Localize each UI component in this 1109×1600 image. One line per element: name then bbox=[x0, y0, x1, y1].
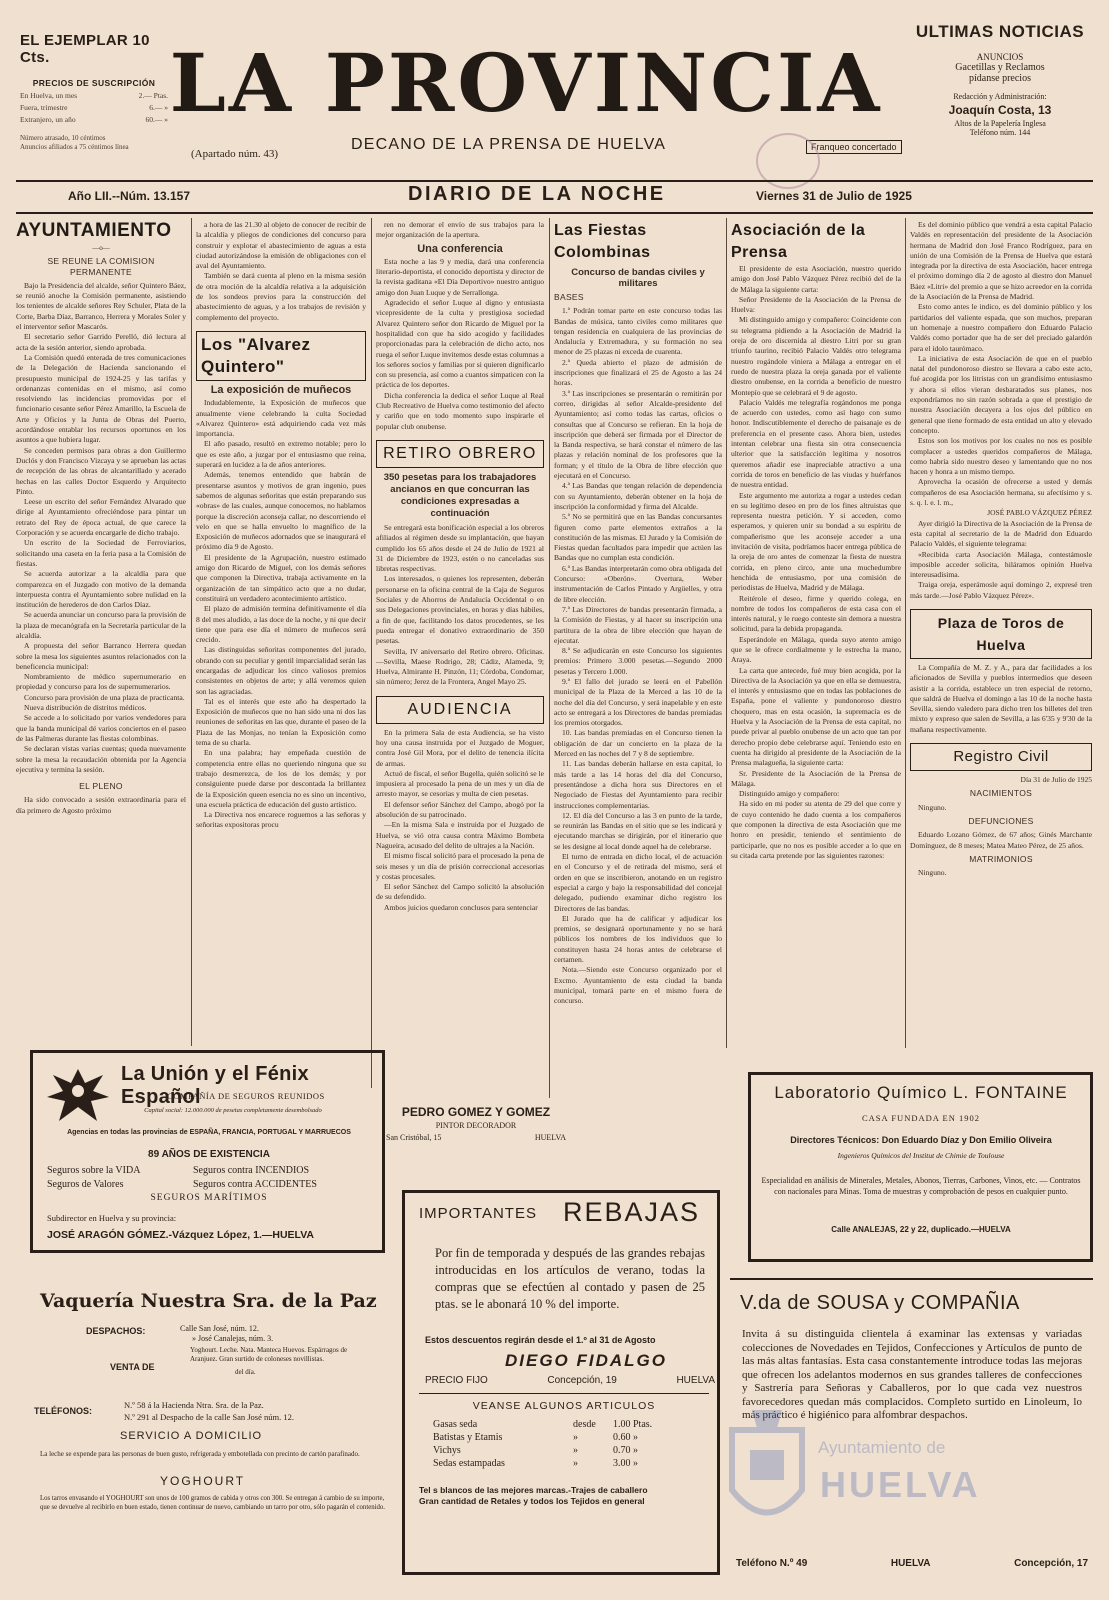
ad-body: Invita á su distinguida clientela á examinar las extensas y variadas colecciones de Novedades en Tejidos, Confecciones y Artículos de punto de las más altas fantasías. Esta casa constantemente introduce todas las mejoras que ofrecen los adelantos modernos en sus grandes talleres de confecciones y Sastrería para Señoras y Caballeros, por lo que cada vez nuestros favorecedores quedan más complacidos. Completo surtido en Linoleum, lo más práctico é higiénico para alfombrar despachos. bbox=[742, 1328, 1082, 1421]
ad-line: COMPAÑÍA DE SEGUROS REUNIDOS bbox=[167, 1091, 325, 1101]
paragraph: Se accede a lo solicitado por varios vendedores para que la banda municipal dé varios conciertos en el paseo de las Palmeras durante las fiestas colombinas. bbox=[16, 713, 186, 743]
paragraph: La Compañía de M. Z. y A., para dar facilidades a los aficionados de Sevilla y pueblos intermedios que deseen asistir a la corrida, establece un tren especial de retorno, que saldrá de Huelva el domingo a las 10 de la noche hasta Sevilla, siendo valedero para dicho tren los billetes del tren mixto y expreso que salen de Sevilla, a las 6'35 y 9'30 de la mañana respectivamente. bbox=[910, 662, 1092, 734]
paragraph: 8.ª Se adjudicarán en este Concurso los siguientes premios: Primero 3.000 pesetas.—Segundo 2000 pesetas y Tercero 1.000. bbox=[554, 646, 722, 676]
ad-footer bbox=[419, 1485, 709, 1507]
issue-number: Año LII.--Núm. 13.157 bbox=[68, 189, 191, 203]
column-alvarez-quintero bbox=[196, 220, 366, 1048]
paragraph: Los interesados, o quienes los representen, deberán personarse en la oficina central de la Caja de Seguros Sociales y de Ahorros de Andalucía Occidental o en sus Delegaciones provinciales, en horas y días hábiles, a fin de que, facilitando los datos procedentes, se les pueda entregar el donativo extraordinario de 350 pesetas. bbox=[376, 574, 544, 646]
ad-line: JOSÉ ARAGÓN GÓMEZ.-Vázquez López, 1.—HUELVA bbox=[47, 1229, 314, 1241]
paragraph: También se dará cuenta al pleno en la misma sesión de otra moción de la alcaldía relativa a la adquisición de los sondeos previos para la construcción del abastecimiento de aguas, y a los trabajos de revisión y complemento del proyecto. bbox=[196, 271, 366, 322]
anuncios-label: ANUNCIOS bbox=[976, 52, 1024, 62]
coat-of-arms-icon bbox=[722, 1410, 812, 1540]
paragraph: 11. Las bandas deberán hallarse en esta capital, lo más tarde a las 14 horas del día del Concurso, presentándose a dicha hora sus Directores en el Negociado de Fiestas del Ayuntamiento para recibir instrucciones complementarias. bbox=[554, 759, 722, 810]
paragraph: Esto como antes le indico, es del dominio público y los partidarios del valiente espada, que son muchos, preparan un homenaje a nuestro compañero don Eduardo Palacio Valdés como portador que ha de ser del preciado galardón para el ídolo taurómaco. bbox=[910, 302, 1092, 353]
subs-label: En Huelva, un mes bbox=[20, 91, 78, 100]
paragraph: Además, tenemos entendido que habrán de presentarse asuntos y motivos de gran ingenio, pues sabemos de algunas señoritas que están preparando sus «obras» de las cuales, aunque conocemos, no hablamos porque la discreción aconseja callar, no descorriendo el velo en que se halla envuelto lo magnífico de la Exposición de muñecos adornados que se inaugurará el próximo día 9 de Agosto. bbox=[196, 470, 366, 552]
paragraph: a hora de las 21.30 al objeto de conocer de recibir de la alcaldía y pliegos de condiciones del concurso para construir y explotar el abastecimiento de aguas a esta ciudad autorizándose la emisión de obligaciones con el aval del Ayuntamiento. bbox=[196, 220, 366, 271]
paragraph: La Comisión quedó enterada de tres comunicaciones de la Delegación de Hacienda sancionando el presupuesto municipal de 1924-25 y las tarifas y ordenanzas contenidas en el mismo, así como resolviendo las incidencias promovidas por el funcionario cesante señor Pérez Amarillo, la Escuela de Arte y Oficios y la Junta de Obras del Puerto, acordándose entablar los recursos oportunos en los asuntos a que hubiera lugar. bbox=[16, 352, 186, 445]
paragraph: ren no demorar el envío de sus trabajos para la mejor organización de la apertura. bbox=[376, 220, 544, 240]
ad-label: YOGHOURT bbox=[160, 1474, 246, 1488]
paragraph: 9.ª El fallo del jurado se leerá en el Pabellón municipal de la Plaza de la Merced a las 10 de la noche del día del Concurso, y será inapelable y en este acto se entregará a los Directores de bandas premiadas los premios otorgados. bbox=[554, 676, 722, 728]
ad-line: SEGUROS MARÍTIMOS bbox=[150, 1193, 268, 1203]
ad-body: Por fin de temporada y después de las grandes rebajas introducidas en los artículos de verano, todas la compras que se efectúen al contado y pasen de 25 ptas. se le abonará 10 % del importe. bbox=[435, 1246, 705, 1311]
ads-rate-note: Anuncios afiliados a 75 céntimos línea bbox=[20, 143, 129, 151]
subscription-title: PRECIOS DE SUSCRIPCIÓN bbox=[32, 78, 156, 88]
paragraph: La iniciativa de esta Asociación de que en el pueblo natal del pundonoroso diestro se llevara a cabo este acto, fué acogida por los litristas con un grandísimo entusiasmo y ahora si ellos vieran desbaratados sus planes, nos expondríamos no sin razón sobrada a que el prestigio de nuestra Asociación decayera a los ojos del público en general que tiene formado de esta entidad un alto y elevado concepto. bbox=[910, 353, 1092, 435]
paragraph: Aprovecha la ocasión de ofrecerse a usted y demás compañeros de esa Asociación hermana, su afectísimo y s. s. q. l. e. l. m., bbox=[910, 477, 1092, 508]
article-subheadline: 350 pesetas para los trabajadores ancianos en que concurran las condiciones expresadas a continuación bbox=[383, 471, 537, 519]
subs-label: Extranjero, un año bbox=[20, 115, 76, 124]
article-headline: RETIRO OBRERO bbox=[383, 444, 537, 462]
paragraph: Traiga oreja, esperámosle aquí domingo 2, expresé tren más tarde.—José Pablo Vázquez Pérez». bbox=[910, 580, 1092, 600]
ad-title: Vaquería Nuestra Sra. de la Paz bbox=[40, 1290, 377, 1312]
column-divider bbox=[191, 218, 192, 1046]
masthead-rule bbox=[16, 180, 1093, 182]
article-subheadline: La exposición de muñecos bbox=[210, 383, 352, 396]
ad-line: Especialidad en análisis de Minerales, Metales, Abonos, Tierras, Carbones, Vinos, etc. — Contratos con nacionales para Minas. Toma de muestras y comprobación de pesos en cualquier punto. bbox=[761, 1176, 1081, 1196]
paragraph: Sr. Presidente de la Asociación de la Prensa de Málaga. bbox=[731, 768, 901, 788]
headline-box bbox=[196, 331, 366, 381]
item-price: 3.00 » bbox=[613, 1458, 638, 1469]
ad-address: San Cristóbal, 15 bbox=[386, 1133, 442, 1142]
list-item bbox=[433, 1457, 703, 1470]
paragraph: Bajo la Presidencia del alcalde, señor Quintero Báez, se reunió anoche la Comisión permanente, asistiendo los tenientes de alcalde señores Rey Schuler, Plata de la Corte, Barba Díaz, Barranco, Herrera y Morales Soler y el interventor señor Mascarós. bbox=[16, 280, 186, 332]
paragraph: Actuó de fiscal, el señor Bugella, quién solicitó se le impusiera al procesado la pena de un mes y un día de arresto mayor, se cesorias y multa de cien pesetas. bbox=[376, 768, 544, 799]
section-label: EL PLENO bbox=[79, 781, 123, 792]
column-divider bbox=[371, 218, 372, 1088]
paragraph: El Jurado que ha de calificar y adjudicar los premios, se designará oportunamente y no se hará públicos los nombres de los individuos que lo constituyen hasta 24 horas antes de celebrarse el certamen. bbox=[554, 913, 722, 964]
section-label: DEFUNCIONES bbox=[968, 815, 1034, 826]
ad-city: HUELVA bbox=[534, 1133, 566, 1142]
paragraph: Esta noche a las 9 y media, dará una conferencia literario-deportista, el conocido deportista y director de la revista gaditana «El Día Deportivo» nuestro antiguo amigo don Juan Luque y de Serrallonga. bbox=[376, 256, 544, 297]
article-subheadline: Una conferencia bbox=[417, 242, 503, 255]
dateline-rule bbox=[16, 212, 1093, 214]
article-headline: Registro Civil bbox=[953, 748, 1049, 766]
paragraph: En la primera Sala de esta Audiencia, se ha visto hoy una causa instruida por el Juzgado de Moguer, contra José Gil Mora, por el delito de tenencia ilícita de armas. bbox=[376, 727, 544, 768]
item-name: Batistas y Etamis bbox=[433, 1432, 503, 1443]
ad-title: REBAJAS bbox=[563, 1197, 701, 1227]
paragraph: Reitérole el deseo, firme y querido colega, en nombre de todos los compañeros de esta casa con el interés natural, y le ruego conteste sin demora a nuestra solicitud, para la debida propaganda. bbox=[731, 593, 901, 634]
ad-brand: DIEGO FIDALGO bbox=[505, 1351, 667, 1370]
ad-line: Calle San José, núm. 12. bbox=[180, 1324, 259, 1333]
apartado-label: (Apartado núm. 43) bbox=[191, 148, 279, 160]
column-retiro-audiencia bbox=[376, 220, 544, 1090]
paragraph: 2.ª Queda abierto el plazo de admisión de inscripciones que finalizará el 25 de Agosto a las 24 horas. bbox=[554, 357, 722, 388]
ad-line: Concepción, 19 bbox=[547, 1375, 617, 1386]
column-divider bbox=[549, 218, 550, 1098]
paragraph: Concurso para provisión de una plaza de practicanta. bbox=[24, 692, 185, 702]
ad-job: PINTOR DECORADOR bbox=[435, 1121, 517, 1130]
list-item bbox=[433, 1444, 703, 1457]
item-price: 1.00 Ptas. bbox=[613, 1419, 653, 1430]
paragraph: 1.ª Podrán tomar parte en este concurso todas las Bandas de música, tanto civiles como militares que tengan residencia en cualquiera de las provincias de Andalucía y Extremadura, y su formación no sea menor de 25 plazas ni exceda de cuarenta. bbox=[554, 306, 722, 357]
telephone-label: Teléfono núm. 144 bbox=[969, 128, 1031, 137]
item-name: Gasas seda bbox=[433, 1419, 478, 1430]
paragraph: Se conceden permisos para obras a don Guillermo Duclós y don Francisco Vizcaya y se aprueban las actas de recepción de las obras de alcantarillado y acerado hechas en las calles Doctor Esquerdo y Arquitecto Pinto. bbox=[16, 445, 186, 496]
ad-line: La leche se expende para las personas de buen gusto, refrigerada y embotellada con precinto de cartón parafinado. bbox=[40, 1450, 360, 1458]
watermark-text: HUELVA bbox=[820, 1464, 981, 1505]
ad-line: Seguros contra ACCIDENTES bbox=[193, 1179, 317, 1190]
masthead-right-box bbox=[910, 22, 1090, 137]
paragraph: El defensor señor Sánchez del Campo, abogó por la absolución de su patrocinado. bbox=[376, 799, 544, 820]
paragraph: 4.ª Las Bandas que tengan relación de dependencia con su Ayuntamiento, deberán obtener en la hoja de inscripción la conformidad y firma del Alcalde. bbox=[554, 481, 722, 511]
ad-price-row bbox=[425, 1375, 715, 1386]
column-divider bbox=[905, 218, 906, 1048]
ad-line: del día. bbox=[235, 1368, 256, 1376]
newspaper-subtitle: DECANO DE LA PRENSA DE HUELVA bbox=[351, 136, 667, 153]
list-item bbox=[433, 1418, 703, 1431]
paragraph: La carta que antecede, fué muy bien acogida, por la Directiva de la Asociación ya que en ella se demuestra, el interés y entusiasmo que en todas las poblaciones de España, pone el valiente y pundonoroso diestro choquero, mas en esta ocasión, la supremacía es de Huelva y la Asociación de la Prensa de esta capital, no puede privar al pueblo onubense de un acto que tan por derecho propio debe celebrarse aquí. Teniendo esto en cuenta ha dirigido al presidente de la Asociación de la Prensa malagueña, la siguiente carta: bbox=[731, 665, 901, 768]
subscription-row bbox=[20, 115, 168, 124]
ad-label: TELÉFONOS: bbox=[34, 1406, 92, 1416]
ad-line: HUELVA bbox=[890, 1558, 931, 1569]
ultimas-noticias-label: ULTIMAS NOTICIAS bbox=[915, 22, 1085, 41]
ad-line: Seguros contra INCENDIOS bbox=[193, 1165, 310, 1176]
ad-line: HUELVA bbox=[676, 1375, 715, 1386]
paragraph: El mismo fiscal solicitó para el procesado la pena de seis meses y un día de prisión correccional accesorias y costas procesales. bbox=[376, 851, 544, 881]
masthead-left-box bbox=[20, 32, 168, 151]
paragraph: El secretario señor Garrido Perelló, dió lectura al acta de la sesión anterior, siendo aprobada. bbox=[16, 332, 186, 352]
article-headline: Plaza de Toros de Huelva bbox=[937, 614, 1065, 653]
ad-address-row bbox=[386, 1133, 566, 1142]
paragraph: Se entregará esta bonificación especial a los obreros afiliados al régimen desde su implantación, que hayan cumplido los 65 años desde el 24 de Julio de 1921 al 31 de Diciembre de 1923, estén o no canceladas sus libretas respectivas. bbox=[376, 522, 544, 574]
watermark-text: Ayuntamiento de bbox=[818, 1438, 946, 1457]
ad-line: Seguros sobre la VIDA bbox=[47, 1165, 141, 1176]
paragraph: Las distinguidas señoritas componentes del jurado, obrando con su peculiar y gentil imparcialidad serán las encargadas de adjudicar los cinco valiosos premios consistentes en objetos de arte; y allá veremos quien son las agraciadas. bbox=[196, 645, 366, 696]
ad-line: PRECIO FIJO bbox=[425, 1375, 488, 1386]
franqueo-label: Franqueo concertado bbox=[806, 140, 902, 154]
article-headline: Los "Alvarez Quintero" bbox=[201, 334, 311, 376]
paragraph: Este argumento me autoriza a rogar a ustedes cedan en su legítimo deseo en pro de los fines altruistas que representa nuestra petición. Y si acceden, como esperamos, y quieren unir su bondad a su espíritu de compañerismo que les aconseje acceder a una invitación de visita, podríamos hacer entrega pública de la oreja de oro antes de comenzar la fiesta de nuestra corrida, en pleno circo, ante una muchedumbre henchida de entusiasmo, por una comisión de periodistas de Huelva, Madrid y de Málaga. bbox=[731, 490, 901, 593]
paragraph: Se acuerda autorizar a la alcaldía para que comparezca en el Juzgado con motivo de la demanda interpuesta contra el Ayuntamiento sobre nulidad en la institución de herederos de don Carlos Díaz. bbox=[16, 569, 186, 610]
article-headline: Las Fiestas Colombinas bbox=[554, 222, 651, 261]
paragraph: Distinguido amigo y compañero: bbox=[739, 789, 840, 799]
paragraph: Nombramiento de médico supernumerario en propiedad y concurso para los de supernumerarios. bbox=[16, 672, 186, 692]
ad-line: Subdirector en Huelva y su provincia: bbox=[47, 1213, 177, 1223]
ad-union-fenix bbox=[30, 1050, 385, 1253]
paragraph: Es del dominio público que vendrá a esta capital Palacio Valdés en representación del presidente de la Asociación hermana de Madrid don José Franco Rodríguez, para en unión de una Comisión de la Prensa de Huelva que estará integrada por la directiva de esta Asociación, hacer entrega el próximo domingo día 2 de agosto al diestro don Manuel Báez «Litri» del premio a que se hizo acreedor en la corrida de la Asociación de la Prensa de Madrid. bbox=[910, 220, 1092, 302]
pidanse-label: pídanse precios bbox=[969, 73, 1031, 84]
paragraph: 12. El día del Concurso a las 3 en punto de la tarde, se reunirán las Bandas en el sitio que se les indicará y ejecutando marchas se dirigirán, por el itinerario que se les designe al local donde aquel ha de celebrarse. bbox=[554, 810, 722, 851]
paragraph: 10. Las bandas premiadas en el Concurso tienen la obligación de dar un concierto en la plaza de la Merced en las noches del 7 y 8 de septiembre. bbox=[554, 728, 722, 759]
subs-price: 2.— Ptas. bbox=[138, 91, 168, 100]
column-fiestas-colombinas bbox=[554, 220, 722, 1100]
ad-title: V.da de SOUSA y COMPAÑIA bbox=[740, 1292, 1020, 1314]
address-label: Joaquín Costa, 13 bbox=[948, 103, 1052, 117]
headline-box bbox=[910, 743, 1092, 771]
paragraph: Esperándole en Málaga, queda suyo atento amigo que se le ofrece cordialmente y le estrecha la mano, Araya. bbox=[731, 634, 901, 665]
ad-line: Los tarros envasando el YOGHOURT son unos de 100 gramos de cabida y otros con 300. Se entregan á cambio de su importe, que se devuelve al recibirlo en buen estado, tienen continuar de nuevo, cambiando un tarro por otro, sólo pagarán el contenido. bbox=[40, 1495, 386, 1511]
paragraph: Leese un escrito del señor Fernández Alvarado que dirige al Ayuntamiento ofreciéndose para pintar un retrato del Rey de época actual, de que carece la Corporación y se acuerda encargarle de dicho trabajo. bbox=[16, 497, 186, 538]
dateline bbox=[16, 183, 1093, 211]
price-label: EL EJEMPLAR 10 Cts. bbox=[20, 32, 150, 66]
item-name: Sedas estampadas bbox=[433, 1458, 505, 1469]
paragraph: Se declaran vistas varias cuentas; queda nuevamente sobre la mesa la recaudación obtenida por la Agencia ejecutiva y termina la sesión. bbox=[16, 744, 186, 774]
paragraph: El señor Sánchez del Campo solicitó la absolución de su defendido. bbox=[376, 882, 544, 902]
article-subheadline: SE REUNE LA COMISION PERMANENTE bbox=[47, 256, 155, 277]
newspaper-title: LA PROVINCIA bbox=[169, 36, 883, 130]
address-detail: Altos de la Papelería Inglesa bbox=[954, 119, 1046, 128]
paragraph: 7.ª Las Directores de bandas presentarán firmada, a la Comisión de Fiestas, y al hacer su inscripción una partitura de la obra de libre elección que hayan de ejecutar. bbox=[554, 604, 722, 645]
ad-title: Laboratorio Químico L. FONTAINE bbox=[774, 1083, 1068, 1102]
paragraph: La Directiva nos encarece roguemos a las señoras y señoritas expositoras procu bbox=[196, 810, 366, 830]
item-price: 0.70 » bbox=[613, 1445, 638, 1456]
paragraph: Ayer dirigió la Directiva de la Asociación de la Prensa de esta capital al secretario de la de Madrid don Eduardo Palacio Valdés, el siguiente telegrama: bbox=[910, 518, 1092, 549]
paragraph: Indudablemente, la Exposición de muñecos que anualmente viene celebrando la culta Sociedad «Alvarez Quintero» está adquiriendo cada vez más importancia. bbox=[196, 398, 366, 439]
column-divider bbox=[726, 218, 727, 1048]
ad-label: DESPACHOS: bbox=[86, 1326, 146, 1336]
headline-box bbox=[376, 440, 544, 468]
column-registro bbox=[910, 220, 1092, 1050]
ad-line: Directores Técnicos: Don Eduardo Díaz y Don Emilio Oliveira bbox=[790, 1135, 1052, 1145]
paragraph: Ninguno. bbox=[918, 868, 947, 878]
article-headline: AUDIENCIA bbox=[407, 700, 513, 718]
paragraph: Nota.—Siendo este Concurso organizado por el Excmo. Ayuntamiento de esta ciudad la banda municipal, tomará parte en el mismo fuera de concurso. bbox=[554, 965, 722, 1006]
subscription-row bbox=[20, 103, 168, 112]
section-label: MATRIMONIOS bbox=[969, 853, 1033, 864]
column-asociacion-prensa bbox=[731, 220, 901, 1050]
gacetillas-label: Gacetillas y Reclamos bbox=[955, 62, 1045, 73]
paragraph: Eduardo Lozano Gómez, de 67 años; Ginés Marchante Domínguez, de 8 meses; Matea Mateo Pérez, de 25 años. bbox=[910, 830, 1092, 850]
paragraph: El plazo de admisión termina definitivamente el día 8 del mes aludido, a las doce de la noche, y ni que decir tiene que para ese día el número de muñecos será crecido. bbox=[196, 604, 366, 645]
ad-line: Capital social: 12.000.000 de pesetas completamente desembolsado bbox=[144, 1107, 322, 1114]
issue-date: Viernes 31 de Julio de 1925 bbox=[756, 189, 912, 203]
headline-box bbox=[376, 696, 544, 724]
paragraph: El año pasado, resultó en extremo notable; pero lo que es este año, a juzgar por el entusiasmo que reina, superará en lucidez a la de años anteriores. bbox=[196, 439, 366, 470]
article-subheadline: Concurso de bandas civiles y militares bbox=[571, 267, 705, 289]
paragraph: 3.ª Las inscripciones se presentarán o remitirán por correo, dirigidas al señor Alcalde-presidente del Ayuntamiento; así como todas las cartas, oficios o consultas que al Concurso se refieran. En la hoja de inscripción que deberá ser firmada por el Director de la Banda respectiva, se hará constar el número de las plazas y relación nominal de los profesores que la forman; y el título de la Obra de libre elección que ejecutará en el Concurso. bbox=[554, 388, 722, 481]
item-name: Vichys bbox=[433, 1445, 461, 1456]
item-qualifier: desde bbox=[573, 1419, 596, 1430]
paragraph: Nueva distribución de distritos médicos. bbox=[24, 703, 147, 713]
masthead bbox=[16, 18, 1093, 176]
subscription-row bbox=[20, 91, 168, 100]
ad-line: Concepción, 17 bbox=[1014, 1558, 1088, 1569]
paragraph: Estos son los motivos por los cuales no nos es posible complacer a ustedes queridos compañeros de Málaga, como habría sido nuestro deseo y lamentando que no nos hacen y honra a un mismo tiempo. bbox=[910, 436, 1092, 477]
ad-pedro-gomez bbox=[386, 1105, 566, 1165]
redaccion-label: Redacción y Administración: bbox=[953, 92, 1047, 101]
ad-line: Calle ANALEJAS, 22 y 22, duplicado.—HUELVA bbox=[831, 1225, 1011, 1234]
headline-box bbox=[910, 609, 1092, 659]
ad-label: VENTA DE bbox=[110, 1362, 155, 1372]
article-headline: Asociación de la Prensa bbox=[731, 222, 866, 261]
paragraph: El presidente de la Agrupación, nuestro estimado amigo don Ricardo de Miguel, con los demás señores que componen la Directiva, trabaja activamente en la organización de tan simpático acto que a no dudar, constituirá un verdadero acontecimiento artístico. bbox=[196, 552, 366, 603]
ad-name: PEDRO GOMEZ Y GOMEZ bbox=[401, 1105, 551, 1119]
ad-line: N.º 58 á la Hacienda Ntra. Sra. de la Paz. bbox=[124, 1400, 264, 1410]
ad-vaqueria bbox=[30, 1290, 390, 1540]
ad-line: » José Canalejas, núm. 3. bbox=[192, 1334, 274, 1343]
ad-laboratorio bbox=[748, 1072, 1093, 1262]
ad-line: N.º 291 al Despacho de la calle San José núm. 12. bbox=[124, 1412, 294, 1422]
eagle-icon bbox=[43, 1061, 113, 1131]
ad-line: Seguros de Valores bbox=[47, 1179, 124, 1190]
paragraph: Ninguno. bbox=[918, 802, 947, 812]
paragraph: Se acuerda anunciar un concurso para la provisión de la plaza de mecanógrafa en la Secretaría particular de la alcaldía. bbox=[16, 610, 186, 640]
item-qualifier: » bbox=[573, 1445, 578, 1456]
subs-price: 60.— » bbox=[145, 115, 168, 124]
item-qualifier: » bbox=[573, 1432, 578, 1443]
paragraph: Palacio Valdés me telegrafía rogándonos me ponga de acuerdo con ustedes, como así hago con sumo honor. Indiscutiblemente el derecho de paisanaje es de preferencia en el presente caso. Ahora bien, ustedes intentan celebrar una fiesta sin otra consecuencia ulterior que la satisfacción legítima y nosotros queremos añadir ese inapreciable atractivo a una corrida de toros en beneficio de las viudas y huérfanos de nuestra entidad. bbox=[731, 397, 901, 490]
registry-date: Día 31 de Julio de 1925 bbox=[1020, 775, 1092, 785]
paragraph: 5.ª No se permitirá que en las Bandas concursantes figuren como parte elementos extraños a la constitución de las mismas. El Jurado y la Comisión de Fiestas quedan facultados para impedir que actúen las Bandas que no cumplan esta condición. bbox=[554, 512, 722, 563]
ad-line: Teléfono N.º 49 bbox=[736, 1558, 808, 1569]
ad-line: Gran cantidad de Retales y todos los Tejidos en general bbox=[419, 1496, 645, 1506]
ad-line: CASA FUNDADA EN 1902 bbox=[862, 1113, 980, 1123]
paragraph: En una palabra; hay empeñada cuestión de competencia entre ellas no queriendo ninguna que su trabajo desmerezca, de los de los demás; y por consiguiente puede darse por descontada la brillantez de la Exposición queen esencia no es sino un incentivo, una escuela práctica de educación del gusto artístico. bbox=[196, 748, 366, 809]
ad-line: Agencias en todas las provincias de ESPAÑA, FRANCIA, PORTUGAL Y MARRUECOS bbox=[67, 1129, 351, 1136]
ad-item-list bbox=[433, 1418, 703, 1470]
paragraph: El turno de entrada en dicho local, el de actuación en el Concurso y el de retirada del mismo, será el orden en que se inscribieron, anotando en un registro especial a cargo y bajo la responsabilidad del concejal delegado, pudiendo examinar dicho registro los Directores de las bandas. bbox=[554, 852, 722, 913]
diario-label: DIARIO DE LA NOCHE bbox=[408, 183, 666, 205]
ad-subtitle: VEANSE ALGUNOS ARTICULOS bbox=[419, 1393, 709, 1412]
list-item bbox=[433, 1431, 703, 1444]
paragraph: Dicha conferencia la dedica el señor Luque al Real Club Recreativo de Huelva como testimonio del afecto y cariño que en todo momento supo inspirarle el popular club onubense. bbox=[376, 390, 544, 431]
section-label: BASES bbox=[554, 292, 584, 302]
paragraph: Ha sido en mi poder su atenta de 29 del que corre y de cuyo contenido he dado cuenta a los compañeros que componen la directiva de esta Asociación que me honro en presidir, teniendo el sentimiento de participarle, que no nos es posible acceder a lo que en su citada carta pretende por las siguientes razones: bbox=[731, 799, 901, 860]
paragraph: Un escrito de la Sociedad de Ferroviarios, solicitando una caseta en la feria pasa a la Comisión de fiestas. bbox=[16, 538, 186, 568]
masthead-center bbox=[166, 38, 886, 128]
article-headline: AYUNTAMIENTO bbox=[16, 220, 172, 241]
paragraph: Señor Presidente de la Asociación de la Prensa de Huelva: bbox=[731, 294, 901, 315]
separator: —o— bbox=[92, 244, 110, 252]
ad-line: Yoghourt. Leche. Nata. Manteca Huevos. Espárragos de Aranjuez. Gran surtido de coloneses novillistas. bbox=[190, 1346, 348, 1363]
back-issue-note: Número atrasado, 10 céntimos bbox=[20, 134, 106, 142]
paragraph: A propuesta del señor Barranco Herrera quedan sobre la mesa los siguientes asuntos relacionados con la beneficencia municipal: bbox=[16, 641, 186, 671]
subs-price: 6.— » bbox=[149, 103, 168, 112]
ad-title: La Unión y el Fénix Español bbox=[121, 1063, 309, 1108]
ad-line: Tel s blancos de las mejores marcas.-Trajes de caballero bbox=[419, 1485, 648, 1495]
paragraph: Ambos juicios quedaron conclusos para sentenciar bbox=[384, 902, 538, 912]
ad-title-small: IMPORTANTES bbox=[419, 1205, 537, 1222]
ad-line: Estos descuentos regirán desde el 1.º al 31 de Agosto bbox=[425, 1335, 656, 1345]
subs-label: Fuera, trimestre bbox=[20, 103, 68, 112]
paragraph: —En la misma Sala e instruida por el Juzgado de Huelva, se vió otra causa contra Máximo Bombeta Nagueira, acusado del delito de ultrajes a la Nación. bbox=[376, 820, 544, 850]
column-ayuntamiento bbox=[16, 220, 186, 1048]
paragraph: «Recibida carta Asociación Málaga, contestámosle imposible acceder solicita, hiláramos opinión Huelva intereusadísima. bbox=[910, 549, 1092, 580]
signature: JOSÉ PABLO VÁZQUEZ PÉREZ bbox=[987, 508, 1092, 518]
watermark bbox=[722, 1380, 1012, 1580]
paragraph: Mi distinguido amigo y compañero: Coincidente con su telegrama pidiendo a la Asociación de Madrid la oreja de oro discernida al diestro Litri por su gran triunfo taurino, recibió Palacio Valdés otro telegrama nuestro rogándole viniera a Málaga a entregar en el ruedo de nuestra plaza la oreja ganada por el valiente diestro onubense, en la corrida a beneficio de nuestro Montepío que se celebrará el 9 de agosto. bbox=[731, 315, 901, 397]
paragraph: Tal es el interés que este año ha despertado la Exposición de muñecos que no han sido una ni dos las reuniones de señoritas en las que, durante el paseo de la Plaza de las Monjas, no tenían la Exposición como tema de su charla. bbox=[196, 696, 366, 748]
ad-rebajas bbox=[402, 1190, 720, 1575]
paragraph: Agradecido el señor Luque al digno y entusiasta vicepresidente de la culta y prestigiosa sociedad Alvarez Quintero señor don Ricardo de Miguel por la hospitalidad con que ha sido acogido y facilidades proporcionadas para la celebración de dicho acto, nos ruega el señor Luque invitemos desde estas columnas a los señores socios y familias por si quieren dignificarlo con su presencia, así como a cuantos simpaticen con la práctica de los deportes. bbox=[376, 298, 544, 390]
ad-line: Ingenieros Químicos del Institut de Chimie de Toulouse bbox=[837, 1151, 1005, 1160]
item-qualifier: » bbox=[573, 1458, 578, 1469]
paragraph: El presidente de esta Asociación, nuestro querido amigo don José Pablo Vázquez Pérez recibió del de la de Málaga la siguiente carta: bbox=[731, 264, 901, 294]
section-label: NACIMIENTOS bbox=[969, 788, 1033, 799]
paragraph: Ha sido convocado a sesión extraordinaria para el día primero de Agosto próximo bbox=[16, 795, 186, 815]
ad-label: SERVICIO A DOMICILIO bbox=[120, 1430, 263, 1442]
paragraph: Sevilla, IV aniversario del Retiro obrero. Oficinas.—Sevilla, Maese Rodrigo, 28; Cádiz, Alameda, 9; Huelva, Almirante H. Pinzón, 11; Córdoba, Condomar, sin número; Jerez de la Frontera, Angel Mayo 25. bbox=[376, 646, 544, 687]
paragraph: 6.ª Las Bandas interpretarán como obra obligada del Concurso: «Oberón». Overtura, Weber instrumentación de Carlos Pintado y Argüelles, y otra de libre elección. bbox=[554, 563, 722, 604]
item-price: 0.60 » bbox=[613, 1432, 638, 1443]
ad-line: 89 AÑOS DE EXISTENCIA bbox=[148, 1149, 270, 1160]
